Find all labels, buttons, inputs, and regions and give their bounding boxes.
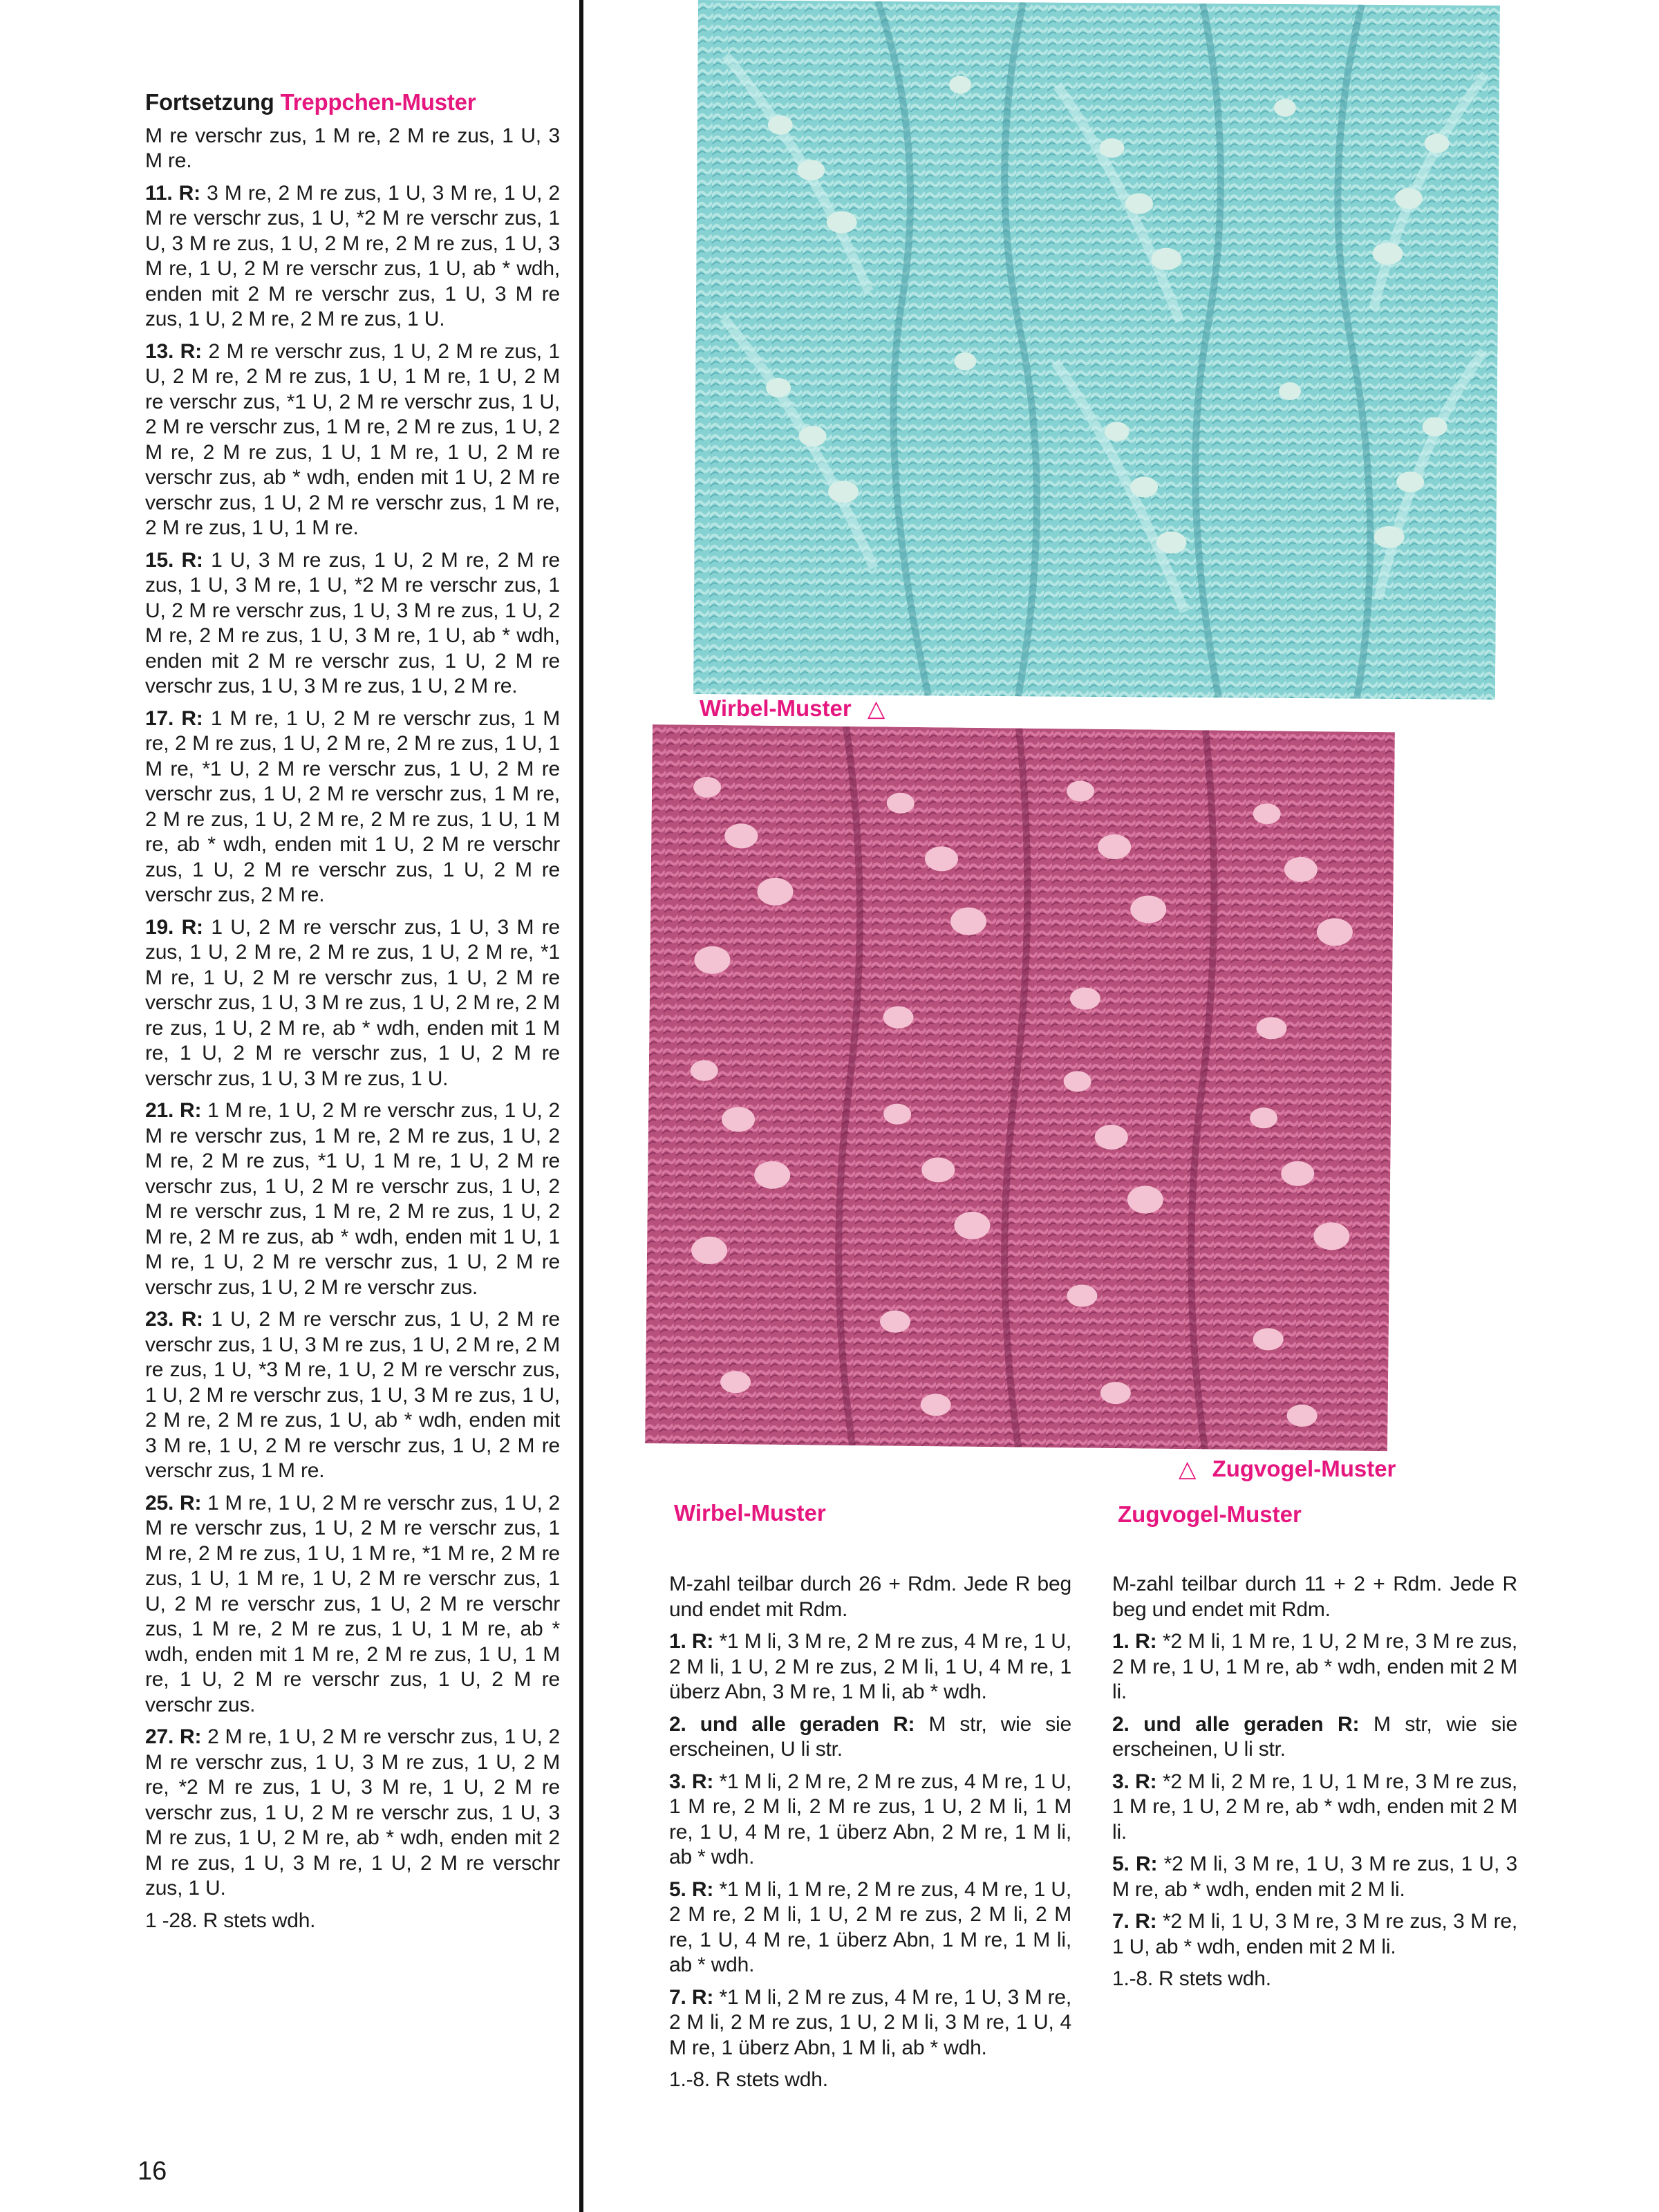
instruction-row-1: 1. R: *2 M li, 1 M re, 1 U, 2 M re, 3 M re zus, 2 M re, 1 U, 1 M re, ab * wdh, enden mit 2 M li. — [1112, 1630, 1518, 1703]
instruction-row-1: 1. R: *1 M li, 3 M re, 2 M re zus, 4 M re, 1 U, 2 M li, 1 U, 2 M re zus, 2 M li, 1 U, 4 M re, 1 überz Abn, 3 M re, 1 M li, ab * wdh. — [669, 1630, 1072, 1703]
instruction-even-rows: 2. und alle geraden R: M str, wie sie erscheinen, U li str. — [1112, 1712, 1517, 1761]
wirbel-photo — [693, 0, 1500, 700]
instruction-row-25: 25. R: 1 M re, 1 U, 2 M re verschr zus, 1 U, 2 M re verschr zus, 1 U, 2 M re verschr zus, 1 M re, 2 M re zus, 1 U, 1 M re, *1 M re, 2 M re zus, 1 U, 1 M re, 1 U, 2 M re verschr zus, 1 U, 2 M re verschr zus, 1 U, 2 M re verschr zus, 1 M re, 2 M re zus, 1 U, 1 M re, ab * wdh, enden mit 1 M re, 2 M re zus, 1 U, 1 M re, 1 U, 2 M re verschr zus, 1 U, 2 M re verschr zus. — [145, 1491, 560, 1716]
page-number: 16 — [138, 2157, 167, 2186]
triangle-icon: △ — [1179, 1456, 1197, 1481]
instruction-repeat: 1 -28. R stets wdh. — [145, 1909, 316, 1932]
pink-knit-texture — [645, 724, 1395, 1451]
instruction-row-7: 7. R: *1 M li, 2 M re zus, 4 M re, 1 U, 3 M re, 2 M li, 2 M re zus, 1 U, 2 M li, 3 M re, 1 U, 4 M re, 1 überz Abn, 1 M li, ab * wdh. — [669, 1985, 1072, 2059]
turquoise-knit-texture — [693, 0, 1500, 700]
instruction-row-13: 13. R: 2 M re verschr zus, 1 U, 2 M re zus, 1 U, 2 M re, 2 M re zus, 1 U, 1 M re, 1 U, 2 M re verschr zus, *1 U, 2 M re verschr zus, 1 U, 2 M re verschr zus, 1 M re, 2 M re zus, 1 U, 2 M re, 2 M re zus, 1 U, 1 M re, 1 U, 2 M re verschr zus, ab * wdh, enden mit 1 U, 2 M re verschr zus, 1 U, 2 M re verschr zus, 1 M re, 2 M re zus, 1 U, 1 M re. — [145, 339, 561, 539]
instruction-row-15: 15. R: 1 U, 3 M re zus, 1 U, 2 M re, 2 M re zus, 1 U, 3 M re, 1 U, *2 M re verschr zus, 1 U, 2 M re verschr zus, 1 U, 3 M re zus, 1 U, 2 M re, 2 M re zus, 1 U, 3 M re, 1 U, ab * wdh, enden mit 2 M re verschr zus, 1 U, 2 M re verschr zus, 1 U, 3 M re zus, 1 U, 2 M re. — [145, 548, 561, 697]
wirbel-instructions — [669, 1572, 1071, 2100]
instruction-row-3: 3. R: *2 M li, 2 M re, 1 U, 1 M re, 3 M re zus, 1 M re, 1 U, 2 M re, ab * wdh, enden mit 2 M li. — [1112, 1770, 1518, 1844]
left-column — [145, 90, 560, 1940]
continuation-heading — [145, 90, 560, 115]
instruction-repeat: 1.-8. R stets wdh. — [1112, 1967, 1271, 1990]
instruction-row-3: 3. R: *1 M li, 2 M re, 2 M re zus, 4 M re, 1 U, 1 M re, 2 M li, 2 M re zus, 1 U, 2 M li, 1 M re, 1 U, 4 M re, 1 überz Abn, 2 M re, 1 M li, ab * wdh. — [669, 1770, 1072, 1868]
instruction-row-5: 5. R: *1 M li, 1 M re, 2 M re zus, 4 M re, 1 U, 2 M re, 2 M li, 1 U, 2 M re zus, 2 M li, 2 M re, 1 U, 4 M re, 1 überz Abn, 1 M re, 1 M li, ab * wdh. — [669, 1877, 1072, 1976]
zugvogel-photo — [645, 724, 1395, 1451]
zugvogel-caption: △ Zugvogel-Muster — [1179, 1456, 1396, 1481]
triangle-icon: △ — [867, 695, 885, 721]
instruction-row-7: 7. R: *2 M li, 1 U, 3 M re, 3 M re zus, 3 M re, 1 U, ab * wdh, enden mit 2 M li. — [1112, 1910, 1518, 1958]
instruction-row-19: 19. R: 1 U, 2 M re verschr zus, 1 U, 3 M re zus, 1 U, 2 M re, 2 M re zus, 1 U, 2 M re, *1 M re, 1 U, 2 M re verschr zus, 1 U, 2 M re verschr zus, 1 U, 3 M re zus, 1 U, 2 M re, 2 M re zus, 1 U, 2 M re, ab * wdh, enden mit 1 M re, 1 U, 2 M re verschr zus, 1 U, 2 M re verschr zus, 1 U, 3 M re zus, 1 U. — [145, 915, 560, 1090]
instruction-row-23: 23. R: 1 U, 2 M re verschr zus, 1 U, 2 M re verschr zus, 1 U, 3 M re zus, 1 U, 2 M re, 2 M re zus, 1 U, *3 M re, 1 U, 2 M re verschr zus, 1 U, 2 M re verschr zus, 1 U, 3 M re zus, 1 U, 2 M re, 2 M re zus, 1 U, ab * wdh, enden mit 3 M re, 1 U, 2 M re verschr zus, 1 U, 2 M re verschr zus, 1 M re. — [145, 1308, 560, 1482]
instruction-row-27: 27. R: 2 M re, 1 U, 2 M re verschr zus, 1 U, 2 M re verschr zus, 1 U, 3 M re zus, 1 U, 2 M re, *2 M re zus, 1 U, 3 M re, 1 U, 2 M re verschr zus, 1 U, 2 M re verschr zus, 1 U, 3 M re zus, 1 U, 2 M re, ab * wdh, enden mit 2 M re zus, 1 U, 3 M re, 1 U, 2 M re verschr zus, 1 U. — [145, 1725, 560, 1900]
zugvogel-instructions — [1112, 1572, 1517, 1999]
column-divider — [579, 0, 583, 2212]
instruction-intro: M-zahl teilbar durch 26 + Rdm. Jede R beg und endet mit Rdm. — [669, 1573, 1071, 1621]
left-instructions — [145, 124, 560, 1934]
instruction-paragraph: M re verschr zus, 1 M re, 2 M re zus, 1 U, 3 M re. — [145, 124, 560, 172]
instruction-repeat: 1.-8. R stets wdh. — [669, 2068, 828, 2091]
instruction-row-17: 17. R: 1 M re, 1 U, 2 M re verschr zus, 1 M re, 2 M re zus, 1 U, 2 M re, 2 M re zus, 1 U, 1 M re, *1 U, 2 M re verschr zus, 1 U, 2 M re verschr zus, 1 U, 2 M re verschr zus, 1 M re, 2 M re zus, 1 U, 2 M re, 2 M re zus, 1 U, 1 M re, ab * wdh, enden mit 1 U, 2 M re verschr zus, 1 U, 2 M re verschr zus, 1 U, 2 M re verschr zus, 2 M re. — [145, 706, 561, 906]
instruction-row-5: 5. R: *2 M li, 3 M re, 1 U, 3 M re zus, 1 U, 3 M re, ab * wdh, enden mit 2 M li. — [1112, 1853, 1517, 1901]
instruction-row-21: 21. R: 1 M re, 1 U, 2 M re verschr zus, 1 U, 2 M re verschr zus, 1 M re, 2 M re zus, 1 U, 2 M re, 2 M re zus, *1 U, 1 M re, 1 U, 2 M re verschr zus, 1 U, 2 M re verschr zus, 1 U, 2 M re verschr zus, 1 M re, 2 M re zus, 1 U, 2 M re, 2 M re zus, ab * wdh, enden mit 1 U, 1 M re, 1 U, 2 M re verschr zus, 1 U, 2 M re verschr zus, 1 U, 2 M re verschr zus. — [145, 1099, 560, 1299]
heading-prefix: Fortsetzung — [145, 89, 274, 115]
instruction-intro: M-zahl teilbar durch 11 + 2 + Rdm. Jede R beg und endet mit Rdm. — [1112, 1573, 1517, 1621]
wirbel-section-title: Wirbel-Muster — [674, 1500, 826, 1526]
instruction-even-rows: 2. und alle geraden R: M str, wie sie erscheinen, U li str. — [669, 1712, 1071, 1761]
heading-pattern-name: Treppchen-Muster — [280, 89, 476, 115]
wirbel-caption: Wirbel-Muster △ — [700, 695, 885, 721]
instruction-row-11: 11. R: 3 M re, 2 M re zus, 1 U, 3 M re, 1 U, 2 M re verschr zus, 1 U, *2 M re verschr zus, 1 U, 3 M re zus, 1 U, 2 M re, 2 M re zus, 1 U, 3 M re, 1 U, 2 M re verschr zus, 1 U, ab * wdh, enden mit 2 M re verschr zus, 1 U, 3 M re zus, 1 U, 2 M re, 2 M re zus, 1 U. — [145, 181, 560, 330]
zugvogel-section-title: Zugvogel-Muster — [1118, 1501, 1302, 1527]
